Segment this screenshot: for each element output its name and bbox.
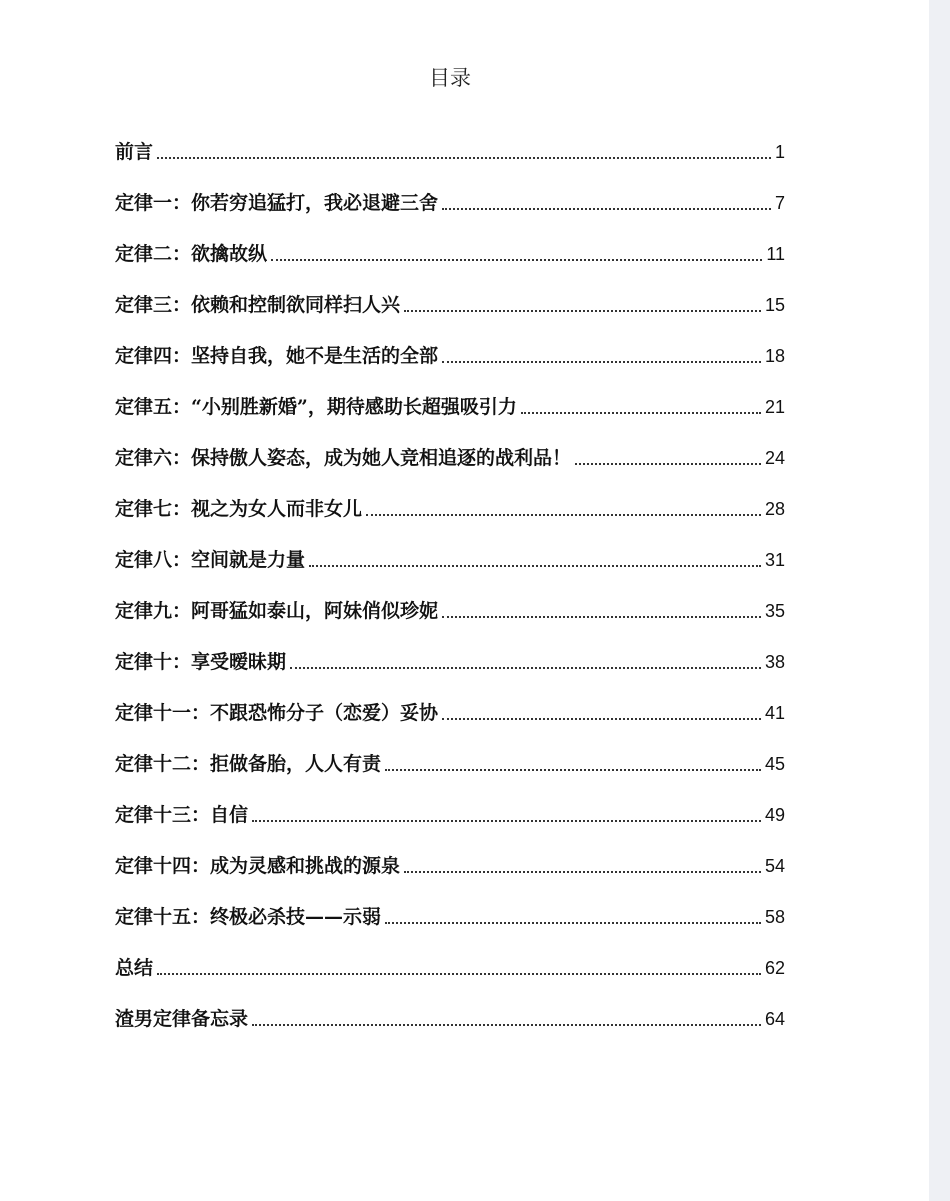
toc-entry-label: 渣男定律备忘录 xyxy=(115,1008,249,1030)
dot-leader xyxy=(442,717,761,720)
toc-entry[interactable] xyxy=(115,471,785,522)
toc-entry[interactable] xyxy=(115,879,785,930)
toc-entry[interactable] xyxy=(115,267,785,318)
dot-leader xyxy=(271,258,762,261)
toc-entry-label: 定律九：阿哥猛如泰山，阿妹俏似珍妮 xyxy=(115,600,439,622)
toc-entry[interactable] xyxy=(115,930,785,981)
dot-leader xyxy=(385,768,761,771)
dot-leader xyxy=(404,309,761,312)
table-of-contents xyxy=(115,114,785,1032)
toc-entry-label: 定律七：视之为女人而非女儿 xyxy=(115,498,363,520)
toc-page-number: 35 xyxy=(764,601,785,621)
dot-leader xyxy=(366,513,761,516)
toc-entry[interactable] xyxy=(115,675,785,726)
dot-leader xyxy=(442,207,771,210)
toc-entry[interactable] xyxy=(115,828,785,879)
toc-page-number: 11 xyxy=(766,244,785,264)
dot-leader xyxy=(442,615,761,618)
toc-page-number: 1 xyxy=(774,142,785,162)
toc-page-number: 38 xyxy=(764,652,785,672)
toc-entry-label: 定律三：依赖和控制欲同样扫人兴 xyxy=(115,294,401,316)
toc-entry[interactable] xyxy=(115,624,785,675)
dot-leader xyxy=(252,1023,761,1026)
toc-page-number: 18 xyxy=(764,346,785,366)
toc-title: 目录 xyxy=(429,66,471,90)
toc-entry-label: 定律十一：不跟恐怖分子（恋爱）妥协 xyxy=(115,702,439,724)
toc-entry-label: 定律一：你若穷追猛打，我必退避三舍 xyxy=(115,192,439,214)
toc-page-number: 21 xyxy=(764,397,785,417)
toc-page-number: 54 xyxy=(764,856,785,876)
dot-leader xyxy=(521,411,761,414)
toc-entry[interactable] xyxy=(115,981,785,1032)
dot-leader xyxy=(252,819,761,822)
toc-entry[interactable] xyxy=(115,522,785,573)
dot-leader xyxy=(404,870,761,873)
toc-entry-label: 定律八：空间就是力量 xyxy=(115,549,306,571)
toc-entry[interactable] xyxy=(115,114,785,165)
toc-page-number: 7 xyxy=(774,193,785,213)
toc-entry-label: 定律十二：拒做备胎，人人有责 xyxy=(115,753,382,775)
toc-entry-label: 定律十四：成为灵感和挑战的源泉 xyxy=(115,855,401,877)
dot-leader xyxy=(442,360,761,363)
toc-page-number: 62 xyxy=(764,958,785,978)
toc-page-number: 28 xyxy=(764,499,785,519)
toc-entry-label: 定律十五：终极必杀技——示弱 xyxy=(115,906,382,928)
viewer-side-panel xyxy=(929,0,950,1201)
dot-leader xyxy=(157,156,771,159)
toc-entry[interactable] xyxy=(115,216,785,267)
toc-entry-label: 定律十：享受暧昧期 xyxy=(115,651,287,673)
toc-entry-label: 定律五：“小别胜新婚”，期待感助长超强吸引力 xyxy=(115,396,517,418)
toc-entry[interactable] xyxy=(115,573,785,624)
toc-entry-label: 定律二：欲擒故纵 xyxy=(115,243,268,265)
toc-page-number: 41 xyxy=(764,703,785,723)
dot-leader xyxy=(385,921,761,924)
toc-entry[interactable] xyxy=(115,165,785,216)
toc-entry[interactable] xyxy=(115,420,785,471)
toc-entry-label: 定律六：保持傲人姿态，成为她人竞相追逐的战利品！ xyxy=(115,447,572,469)
dot-leader xyxy=(290,666,761,669)
dot-leader xyxy=(575,462,761,465)
toc-entry-label: 前言 xyxy=(115,141,154,163)
toc-entry[interactable] xyxy=(115,726,785,777)
toc-entry[interactable] xyxy=(115,777,785,828)
toc-entry[interactable] xyxy=(115,369,785,420)
toc-entry-label: 定律四：坚持自我，她不是生活的全部 xyxy=(115,345,439,367)
toc-page-number: 24 xyxy=(764,448,785,468)
toc-entry-label: 定律十三：自信 xyxy=(115,804,249,826)
toc-page-number: 45 xyxy=(764,754,785,774)
toc-entry-label: 总结 xyxy=(115,957,154,979)
toc-page-number: 58 xyxy=(764,907,785,927)
toc-page-number: 49 xyxy=(764,805,785,825)
toc-page-number: 31 xyxy=(764,550,785,570)
dot-leader xyxy=(157,972,761,975)
toc-page-number: 15 xyxy=(764,295,785,315)
toc-entry[interactable] xyxy=(115,318,785,369)
toc-page-number: 64 xyxy=(764,1009,785,1029)
dot-leader xyxy=(309,564,761,567)
